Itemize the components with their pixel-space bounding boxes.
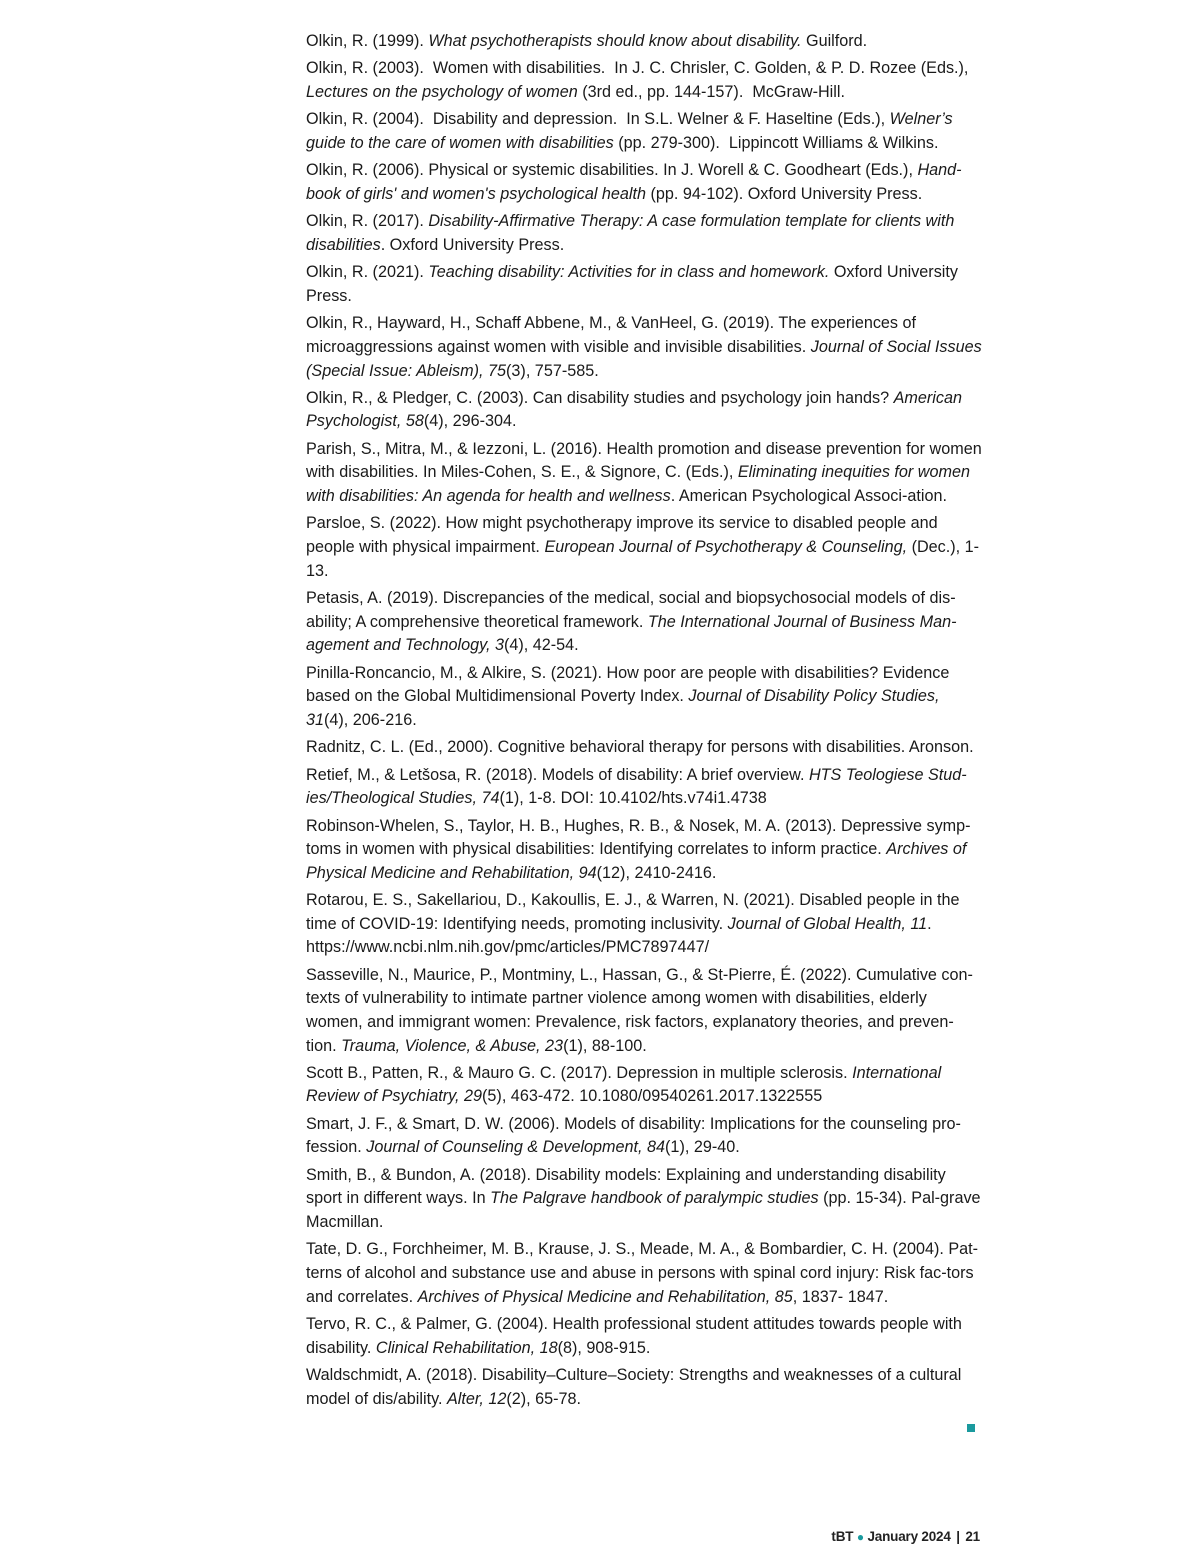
footer-separator: |	[956, 1529, 960, 1544]
reference-entry: Olkin, R. (2006). Physical or systemic disabilities. In J. Worell & C. Goodheart (Eds.), Hand-book of girls' and women's psychological health (pp. 94-102). Oxford University Press.	[306, 161, 962, 203]
reference-entry: Radnitz, C. L. (Ed., 2000). Cognitive behavioral therapy for persons with disabilities. Aronson.	[306, 738, 974, 757]
reference-entry: Sasseville, N., Maurice, P., Montminy, L., Hassan, G., & St-Pierre, É. (2022). Cumulative con-texts of vulnerability to intimate partner violence among women with disabilities, elderly women, and immigrant women: Prevalence, risk factors, explanatory theories, and preven-tion. Trauma, Violence, & Abuse, 23(1), 88-100.	[306, 965, 973, 1055]
reference-entry: Parish, S., Mitra, M., & Iezzoni, L. (2016). Health promotion and disease prevention for women with disabilities. In Miles-Cohen, S. E., & Signore, C. (Eds.), Eliminating inequities for women with disabilities: An agenda for health and wellness. American Psychological Associ-ation.	[306, 439, 982, 506]
reference-entry: Olkin, R. (1999). What psychotherapists should know about disability. Guilford.	[306, 32, 868, 50]
bullet-dot-icon: ●	[856, 1530, 864, 1544]
reference-entry: Olkin, R., Hayward, H., Schaff Abbene, M., & VanHeel, G. (2019). The experiences of microaggressions against women with visible and invisible disabilities. Journal of Social Issues (Special Issue: Ableism), 75(3), 757-585.	[306, 314, 982, 380]
reference-entry: Tate, D. G., Forchheimer, M. B., Krause, J. S., Meade, M. A., & Bombardier, C. H. (2004). Pat-terns of alcohol and substance use and abuse in persons with spinal cord injury: Risk fac-tors and correlates. Archives of Physical Medicine and Rehabilitation, 85, 1837- 1847.	[306, 1240, 979, 1306]
reference-entry: Waldschmidt, A. (2018). Disability–Culture–Society: Strengths and weaknesses of a cultural model of dis/ability. Alter, 12(2), 65-78.	[306, 1366, 962, 1408]
reference-entry: Smart, J. F., & Smart, D. W. (2006). Models of disability: Implications for the counseling pro-fession. Journal of Counseling & Development, 84(1), 29-40.	[306, 1114, 961, 1157]
reference-entry: Olkin, R. (2017). Disability-Affirmative Therapy: A case formulation template for clients with disabilities. Oxford University Press.	[306, 212, 955, 254]
reference-entry: Olkin, R. (2021). Teaching disability: Activities for in class and homework. Oxford University Press.	[306, 263, 958, 305]
reference-entry: Smith, B., & Bundon, A. (2018). Disability models: Explaining and understanding disability sport in different ways. In The Palgrave handbook of paralympic studies (pp. 15-34). Pal-grave Macmillan.	[306, 1165, 981, 1232]
reference-entry: Petasis, A. (2019). Discrepancies of the medical, social and biopsychosocial models of dis-ability; A comprehensive theoretical framework. The International Journal of Business Man-agement and Technology, 3(4), 42-54.	[306, 589, 957, 655]
reference-entry: Pinilla-Roncancio, M., & Alkire, S. (2021). How poor are people with disabilities? Evidence based on the Global Multidimensional Poverty Index. Journal of Disability Policy Studies, 31(4), 206-216.	[306, 663, 950, 729]
reference-entry: Rotarou, E. S., Sakellariou, D., Kakoullis, E. J., & Warren, N. (2021). Disabled people in the time of COVID-19: Identifying needs, promoting inclusivity. Journal of Global Health, 11. https://www.ncbi.nlm.nih.gov/pmc/articles/PMC7897447/	[306, 891, 960, 957]
reference-entry: Parsloe, S. (2022). How might psychotherapy improve its service to disabled people and people with physical impairment. European Journal of Psychotherapy & Counseling, (Dec.), 1-13.	[306, 514, 980, 580]
issue-date: January 2024	[867, 1529, 951, 1544]
publication-name: tBT	[831, 1529, 854, 1544]
reference-entry: Olkin, R., & Pledger, C. (2003). Can disability studies and psychology join hands? American Psychologist, 58(4), 296-304.	[306, 388, 962, 431]
reference-entry: Olkin, R. (2004). Disability and depression. In S.L. Welner & F. Haseltine (Eds.), Welner’s guide to the care of women with disabilities (pp. 279-300). Lippincott Williams & Wilkins.	[306, 110, 953, 152]
reference-entry: Retief, M., & Letšosa, R. (2018). Models of disability: A brief overview. HTS Teologiese Stud-ies/Theological Studies, 74(1), 1-8. DOI: 10.4102/hts.v74i1.4738	[306, 765, 967, 808]
reference-entry: Scott B., Patten, R., & Mauro G. C. (2017). Depression in multiple sclerosis. International Review of Psychiatry, 29(5), 463-472. 10.1080/09540261.2017.1322555	[306, 1063, 942, 1106]
reference-entry: Robinson-Whelen, S., Taylor, H. B., Hughes, R. B., & Nosek, M. A. (2013). Depressive symp-toms in women with physical disabilities: Identifying correlates to inform practice. Archives of Physical Medicine and Rehabilitation, 94(12), 2410-2416.	[306, 816, 971, 882]
page-number: 21	[965, 1529, 980, 1544]
reference-entry: Tervo, R. C., & Palmer, G. (2004). Health professional student attitudes towards people with disability. Clinical Rehabilitation, 18(8), 908-915.	[306, 1315, 962, 1357]
reference-list	[306, 30, 982, 1415]
end-of-article-square-icon	[967, 1424, 975, 1432]
reference-entry: Olkin, R. (2003). Women with disabilities. In J. C. Chrisler, C. Golden, & P. D. Rozee (Eds.), Lectures on the psychology of women (3rd ed., pp. 144-157). McGraw-Hill.	[306, 59, 969, 101]
page-footer	[831, 1529, 980, 1544]
